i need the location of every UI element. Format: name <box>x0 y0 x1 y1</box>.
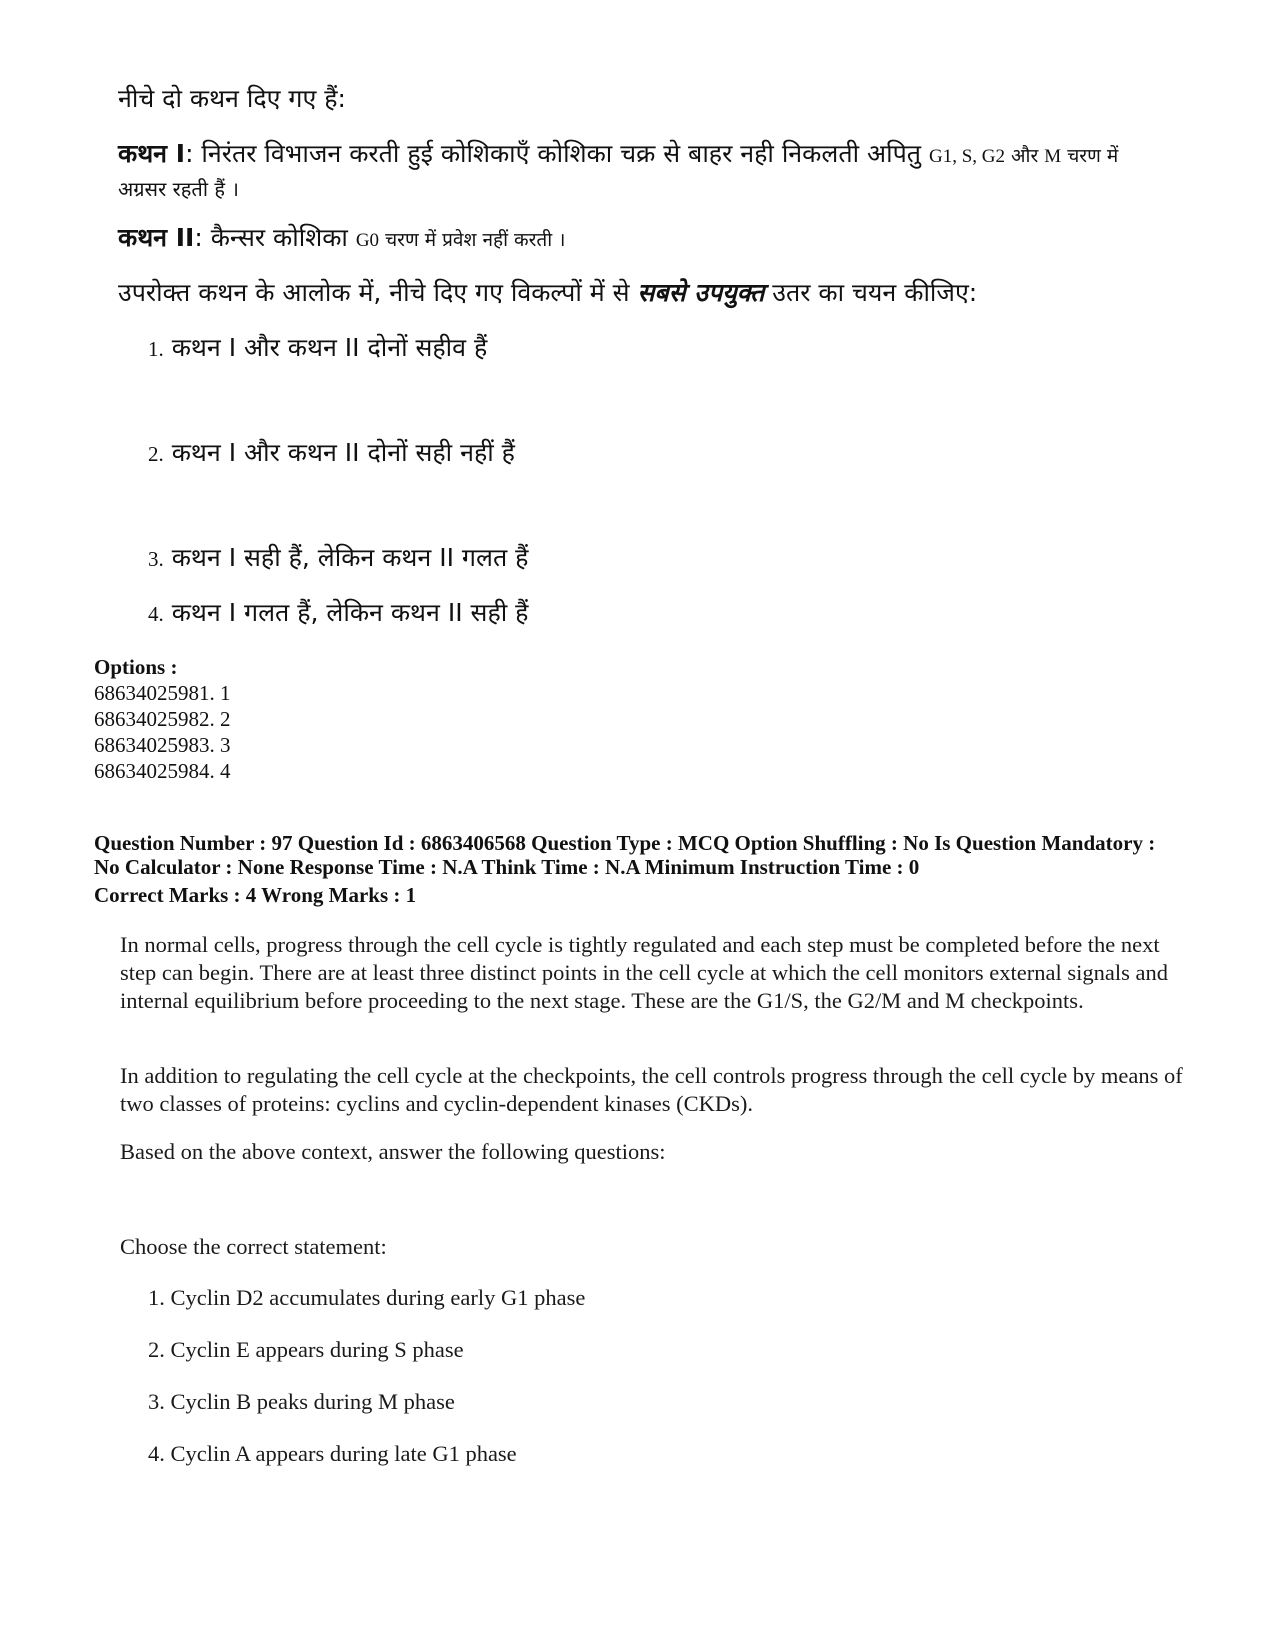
question-info <box>94 831 1214 907</box>
question-info-line-1: Question Number : 97 Question Id : 6863406568 Question Type : MCQ Option Shuffling : No Is Question Mandatory : <box>94 831 1156 855</box>
option-item: 68634025981. 1 <box>94 681 231 705</box>
hindi-option-number: 3. <box>148 547 164 571</box>
statement-1-phases: G1, S, G2 <box>928 146 1005 167</box>
question-prompt: Choose the correct statement: <box>120 1234 387 1259</box>
hindi-option-number: 1. <box>148 337 164 361</box>
hindi-option-3 <box>148 542 528 575</box>
options-block <box>94 654 231 784</box>
options-heading: Options : <box>94 655 178 679</box>
statement-2-text-a: : कैन्सर कोशिका <box>194 223 356 252</box>
statement-1-line-1 <box>118 137 1148 173</box>
statement-1-line-2: अग्रसर रहती हैं । <box>118 177 239 201</box>
hindi-option-2 <box>148 437 515 470</box>
hindi-option-text: कथन I और कथन II दोनों सहीव हैं <box>171 333 488 362</box>
statement-2-phase: G0 <box>355 230 380 251</box>
english-option-4: 4. Cyclin A appears during late G1 phase <box>148 1441 517 1466</box>
hindi-option-1 <box>148 332 487 365</box>
passage-paragraph-3: Based on the above context, answer the following questions: <box>120 1139 666 1164</box>
option-item: 68634025982. 2 <box>94 707 231 731</box>
option-item: 68634025984. 4 <box>94 759 231 783</box>
statement-1-text-c: चरण में <box>1061 145 1119 167</box>
statement-2-text-b: चरण में प्रवेश नहीं करती । <box>379 229 566 251</box>
statement-1-text-a: : निरंतर विभाजन करती हुई कोशिकाएँ कोशिका चक्र से बाहर नही निकलती अपितु <box>185 139 929 168</box>
statement-1-text-b: और <box>1005 145 1045 167</box>
passage-paragraph-1: In normal cells, progress through the cell cycle is tightly regulated and each step must be completed before the next step can begin. There are at least three distinct points in the cell cycle at which the cell monitors external signals and internal equilibrium before proceeding to the next stage. These are the G1/S, the G2/M and M checkpoints. <box>120 932 1168 1013</box>
statement-2-label: कथन II <box>118 223 195 252</box>
english-option-2: 2. Cyclin E appears during S phase <box>148 1337 464 1362</box>
instruction <box>118 276 1148 309</box>
question-info-line-2: No Calculator : None Response Time : N.A Think Time : N.A Minimum Instruction Time : 0 <box>94 855 920 879</box>
statement-intro: नीचे दो कथन दिए गए हैं: <box>118 84 346 113</box>
english-option-1: 1. Cyclin D2 accumulates during early G1 phase <box>148 1285 586 1310</box>
statement-1-phase-m: M <box>1044 146 1062 167</box>
hindi-option-text: कथन I गलत हैं, लेकिन कथन II सही हैं <box>171 598 529 627</box>
options-list <box>94 680 231 784</box>
statement-1-label: कथन I <box>118 139 186 168</box>
option-item: 68634025983. 3 <box>94 733 231 757</box>
statement-1 <box>118 137 1148 206</box>
instruction-emphasis: सबसे उपयुक्त <box>637 278 765 307</box>
instruction-text-b: उतर का चयन कीजिए: <box>764 278 978 307</box>
hindi-option-text: कथन I और कथन II दोनों सही नहीं हैं <box>171 438 515 467</box>
hindi-option-number: 2. <box>148 442 164 466</box>
instruction-text-a: उपरोक्त कथन के आलोक में, नीचे दिए गए विकल्पों में से <box>118 278 638 307</box>
question-marks: Correct Marks : 4 Wrong Marks : 1 <box>94 883 417 907</box>
passage-paragraph-2: In addition to regulating the cell cycle at the checkpoints, the cell controls progress through the cell cycle by means of two classes of proteins: cyclins and cyclin-dependent kinases (CKDs). <box>120 1063 1183 1116</box>
english-option-3: 3. Cyclin B peaks during M phase <box>148 1389 455 1414</box>
hindi-option-text: कथन I सही हैं, लेकिन कथन II गलत हैं <box>171 543 529 572</box>
hindi-option-4 <box>148 597 528 630</box>
hindi-option-number: 4. <box>148 602 164 626</box>
statement-2 <box>118 221 1148 257</box>
